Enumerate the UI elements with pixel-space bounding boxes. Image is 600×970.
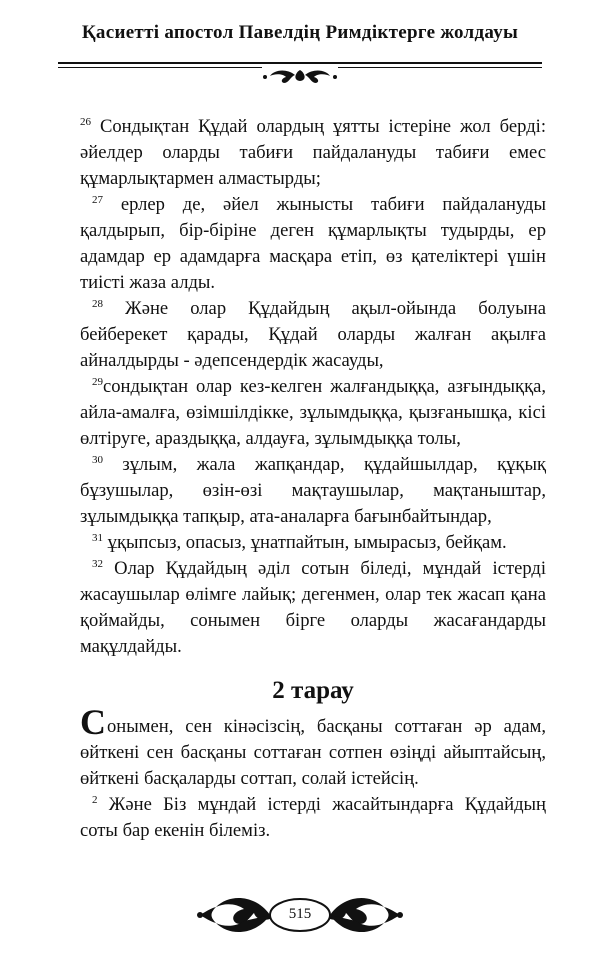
chapter-heading: 2 тарау — [272, 677, 354, 704]
verse-32 — [80, 556, 546, 660]
header-ornament — [262, 64, 338, 86]
verse-number: 29 — [92, 376, 103, 388]
chapter-opening-paragraph — [80, 702, 546, 792]
verse-number: 27 — [92, 194, 103, 206]
verse-text: зұлым, жала жапқандар, құдайшылдар, құқық бұзушылар, өзін-өзі мақтаушылар, мақтаныштар, зұлымдыққа тапқыр, ата-аналарға бағынбайтындар, — [80, 454, 546, 527]
verse-27 — [80, 192, 546, 296]
page-number: 515 — [288, 906, 312, 922]
verse-text: Сондықтан Құдай олардың ұятты істеріне жол берді: әйелдер оларды табиғи пайдалануды табиғи емес құмарлықтармен алмастырды; — [80, 116, 546, 189]
verse-text: Және Біз мұндай істерді жасайтындарға Құдайдың соты бар екенін білеміз. — [80, 794, 546, 841]
verse-number: 31 — [92, 532, 103, 544]
verse-number: 30 — [92, 454, 103, 466]
verse-31 — [80, 530, 546, 556]
verse-number: 2 — [92, 794, 98, 806]
verse-29 — [80, 374, 546, 452]
verse-28 — [80, 296, 546, 374]
verse-text: сондықтан олар кез-келген жалғандыққа, азғындыққа, айла-амалға, өзімшілдікке, зұлымдыққа, қызғанышқа, кісі өлтіруге, араздыққа, алдауға, зұлымдыққа толы, — [80, 376, 546, 449]
paragraph-text: онымен, сен кінәсізсің, басқаны соттаған әр адам, өйткені сен басқаны соттаған сотпен өзіңді айыптайсың, өйткені басқаларды соттап, солай істейсің. — [80, 716, 546, 789]
verse-number: 26 — [80, 116, 91, 128]
verse-text: ұқыпсыз, опасыз, ұнатпайтын, ымырасыз, бейқам. — [103, 532, 507, 553]
verse-text: Олар Құдайдың әділ сотын біледі, мұндай істерді жасаушылар өлімге лайық; дегенмен, олар тек жасап қана қоймайды, сонымен бірге оларды жасағандарды мақұлдайды. — [80, 558, 546, 657]
verse-text: Және олар Құдайдың ақыл-ойында болуына бейберекет қарады, Құдай оларды жалған ақылға айналдырды - әдепсендердік жасауды, — [80, 298, 546, 371]
verse-30 — [80, 452, 546, 530]
verse-number: 28 — [92, 298, 103, 310]
verse-text: ерлер де, әйел жынысты табиғи пайдалануды қалдырып, бір-біріне деген құмарлықты тудырды, ер адамдар ер адамдарға масқара етіп, өз қателіктері үшін тиісті жаза алды. — [80, 194, 546, 293]
running-header: Қасиетті апостол Павелдің Римдіктерге жолдауы — [81, 22, 519, 43]
verse-26 — [80, 114, 546, 192]
page-body — [80, 114, 546, 844]
verse-2 — [80, 792, 546, 844]
drop-cap: С — [80, 702, 106, 742]
verse-number: 32 — [92, 558, 103, 570]
